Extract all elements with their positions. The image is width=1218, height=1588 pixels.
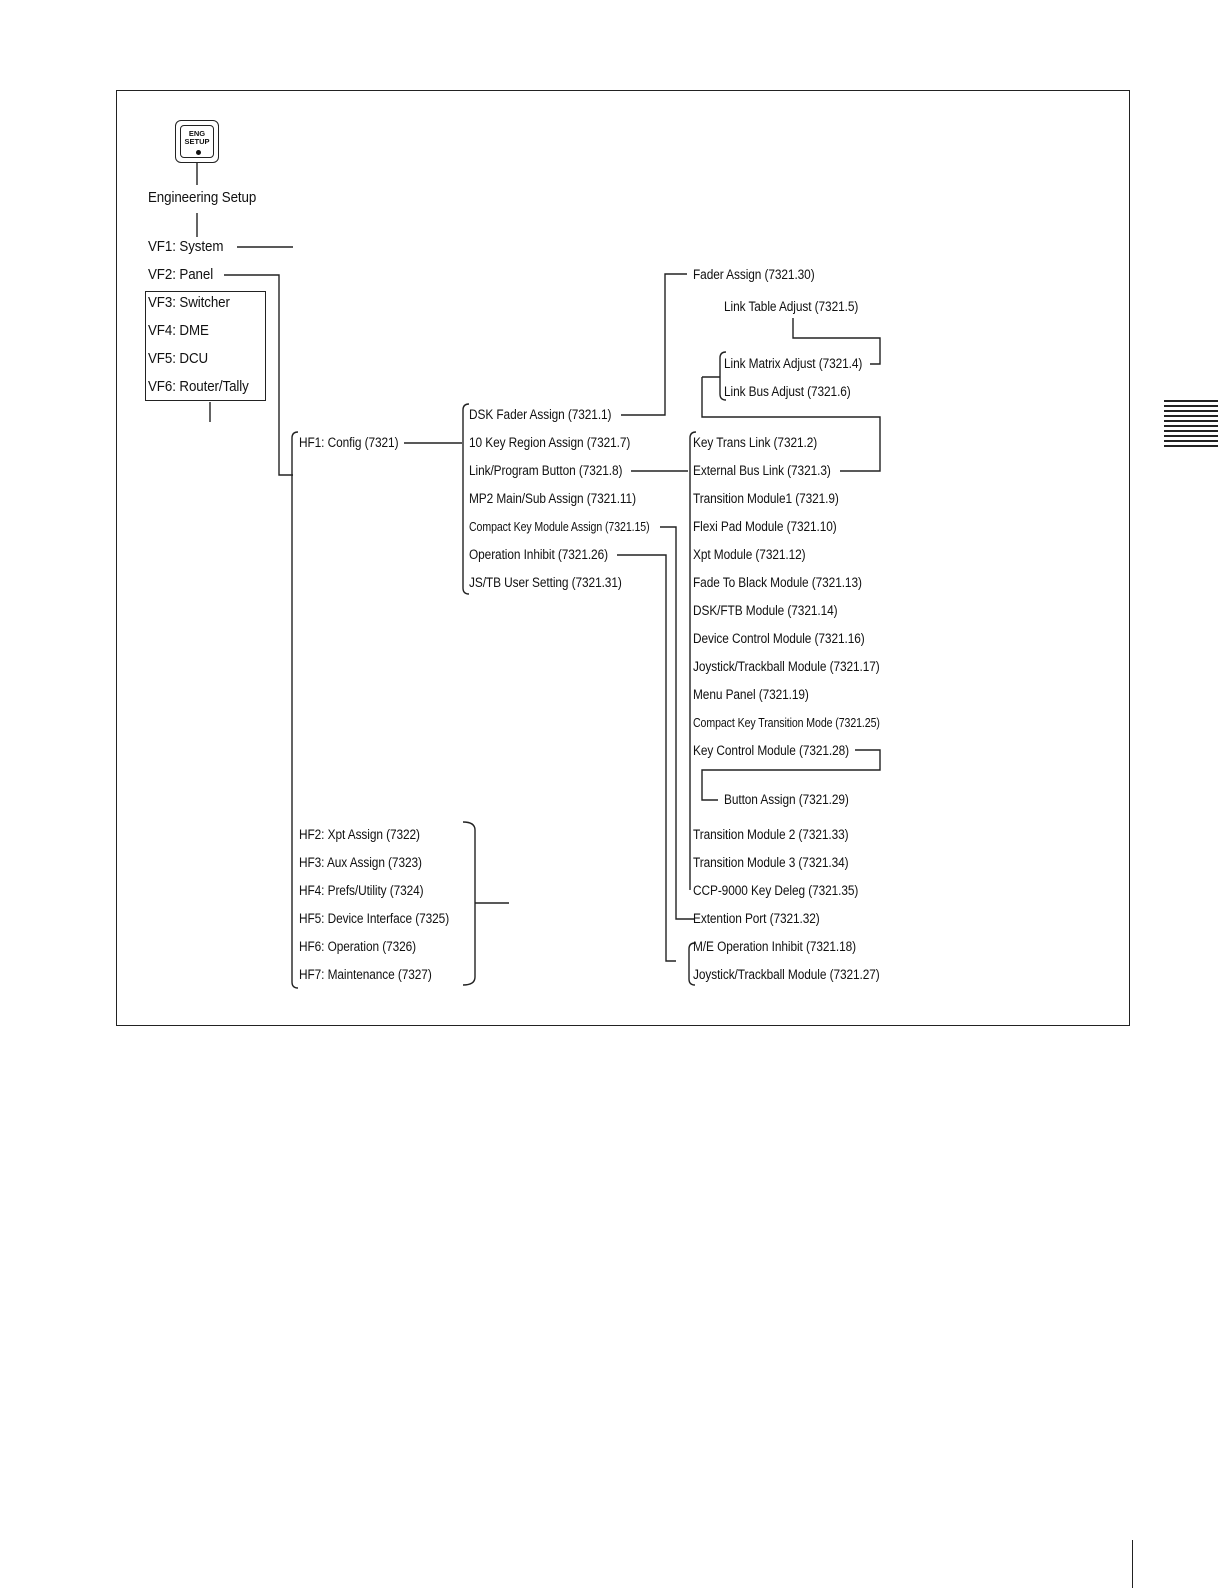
- hf4-label: HF4: Prefs/Utility (7324): [299, 883, 424, 898]
- eng-setup-button[interactable]: [175, 120, 219, 163]
- detail-fade-to-black-module: Fade To Black Module (7321.13): [693, 575, 862, 590]
- detail-ccp-9000-key-deleg: CCP-9000 Key Deleg (7321.35): [693, 883, 859, 898]
- config-compact-key-module-assign: Compact Key Module Assign (7321.15): [469, 520, 650, 534]
- detail-xpt-module: Xpt Module (7321.12): [693, 547, 806, 562]
- detail-joystick-trackball-module-17: Joystick/Trackball Module (7321.17): [693, 659, 880, 674]
- hf3-label: HF3: Aux Assign (7323): [299, 855, 422, 870]
- root-label: Engineering Setup: [148, 190, 257, 206]
- detail-menu-panel: Menu Panel (7321.19): [693, 687, 809, 702]
- vf5-label: VF5: DCU: [148, 351, 209, 367]
- detail-external-bus-link: External Bus Link (7321.3): [693, 463, 831, 478]
- detail-flexi-pad-module: Flexi Pad Module (7321.10): [693, 519, 837, 534]
- vf3-label: VF3: Switcher: [148, 295, 230, 311]
- eng-setup-button-face: [180, 125, 214, 158]
- vf6-label: VF6: Router/Tally: [148, 379, 249, 395]
- detail-me-operation-inhibit: M/E Operation Inhibit (7321.18): [693, 939, 857, 954]
- config-10-key-region-assign: 10 Key Region Assign (7321.7): [469, 435, 631, 450]
- chapter-thumb-tab: [1164, 400, 1218, 450]
- config-operation-inhibit: Operation Inhibit (7321.26): [469, 547, 608, 562]
- vf2-label: VF2: Panel: [148, 267, 214, 283]
- indicator-led-icon: [196, 150, 201, 155]
- hf6-label: HF6: Operation (7326): [299, 939, 417, 954]
- eng-setup-button-line1: ENG: [188, 129, 206, 138]
- eng-setup-button-line2: SETUP: [184, 137, 210, 146]
- detail-compact-key-transition-mode: Compact Key Transition Mode (7321.25): [693, 716, 880, 730]
- hf1-label: HF1: Config (7321): [299, 435, 399, 450]
- detail-device-control-module: Device Control Module (7321.16): [693, 631, 865, 646]
- detail-dsk-ftb-module: DSK/FTB Module (7321.14): [693, 603, 838, 618]
- detail-joystick-trackball-module-27: Joystick/Trackball Module (7321.27): [693, 967, 880, 982]
- detail-transition-module1: Transition Module1 (7321.9): [693, 491, 839, 506]
- vf4-label: VF4: DME: [148, 323, 209, 339]
- detail-extention-port: Extention Port (7321.32): [693, 911, 820, 926]
- detail-transition-module-2: Transition Module 2 (7321.33): [693, 827, 849, 842]
- config-mp2-main-sub-assign: MP2 Main/Sub Assign (7321.11): [469, 491, 636, 506]
- config-dsk-fader-assign: DSK Fader Assign (7321.1): [469, 407, 612, 422]
- vf1-label: VF1: System: [148, 239, 224, 255]
- detail-link-table-adjust: Link Table Adjust (7321.5): [724, 299, 859, 314]
- detail-transition-module-3: Transition Module 3 (7321.34): [693, 855, 849, 870]
- detail-key-trans-link: Key Trans Link (7321.2): [693, 435, 818, 450]
- config-link-program-button: Link/Program Button (7321.8): [469, 463, 623, 478]
- detail-link-matrix-adjust: Link Matrix Adjust (7321.4): [724, 356, 863, 371]
- page-edge-rule: [1132, 1540, 1133, 1588]
- hf2-label: HF2: Xpt Assign (7322): [299, 827, 420, 842]
- detail-fader-assign: Fader Assign (7321.30): [693, 267, 815, 282]
- detail-key-control-module: Key Control Module (7321.28): [693, 743, 850, 758]
- config-js-tb-user-setting: JS/TB User Setting (7321.31): [469, 575, 622, 590]
- detail-link-bus-adjust: Link Bus Adjust (7321.6): [724, 384, 851, 399]
- hf7-label: HF7: Maintenance (7327): [299, 967, 432, 982]
- detail-button-assign: Button Assign (7321.29): [724, 792, 849, 807]
- hf5-label: HF5: Device Interface (7325): [299, 911, 450, 926]
